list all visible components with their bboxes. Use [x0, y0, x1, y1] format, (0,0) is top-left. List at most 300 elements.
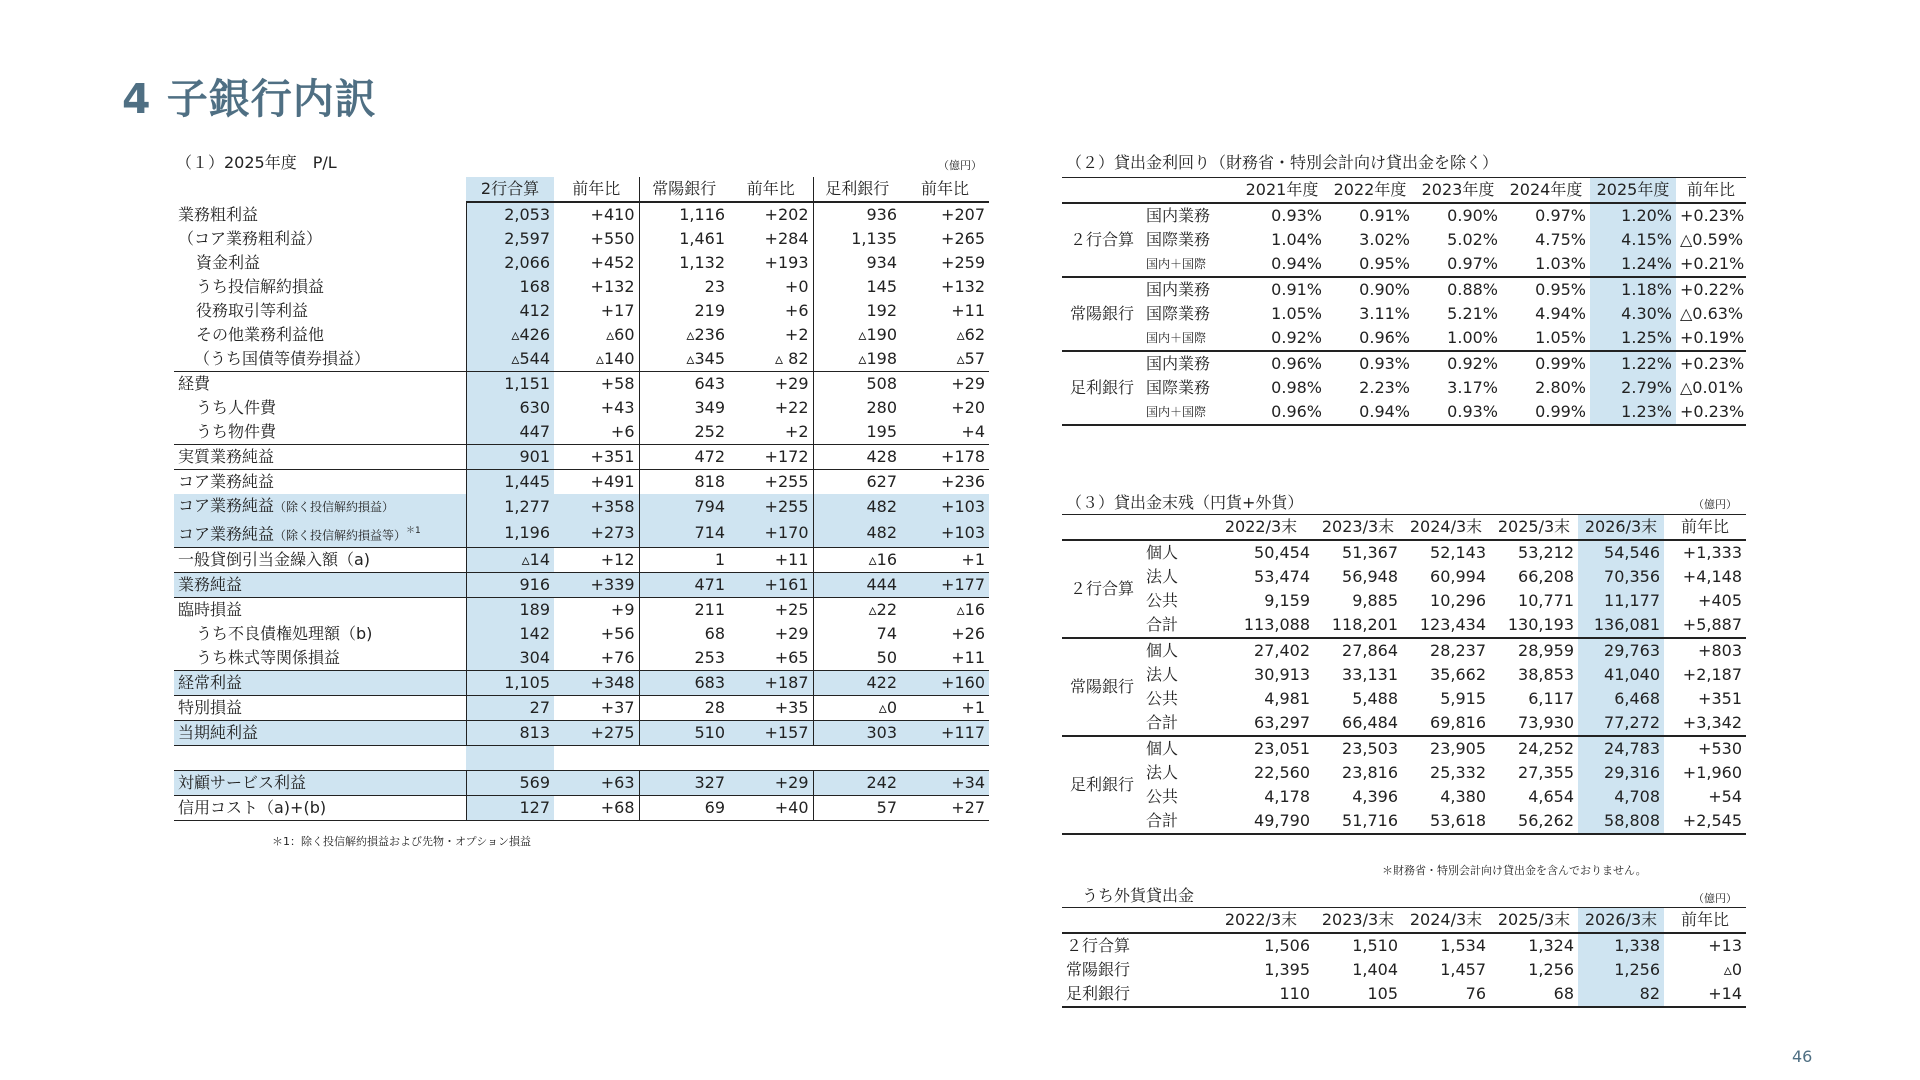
loans-cell: 27,864	[1342, 641, 1398, 660]
fx-row	[1062, 933, 1746, 958]
pl-cell: +35	[729, 696, 813, 721]
pl-cell: ▵140	[595, 349, 635, 368]
pl-cell: 813	[466, 721, 554, 746]
loans-unit: （億円）	[1693, 498, 1737, 511]
fx-cell: ▵0	[1723, 960, 1742, 979]
fx-cell: 105	[1314, 982, 1402, 1007]
pl-cell: 219	[639, 299, 729, 323]
loans-cell: 58,808	[1578, 809, 1664, 834]
yield-header-cell: 2021年度	[1238, 178, 1326, 204]
fx-row	[1062, 958, 1746, 982]
loans-cell: 33,131	[1342, 665, 1398, 684]
pl-cell: +177	[901, 573, 989, 598]
loans-cell: 27,402	[1254, 641, 1310, 660]
pl-extra-cell: +27	[901, 796, 989, 821]
pl-cell: 74	[813, 622, 901, 646]
yield-cell: 1.04%	[1271, 230, 1322, 249]
loans-cell: 4,178	[1264, 787, 1310, 806]
pl-cell: +265	[941, 229, 985, 248]
pl-row	[174, 347, 989, 372]
yield-row	[1062, 351, 1746, 376]
pl-cell: +58	[554, 372, 639, 397]
pl-row-label-text: （うち国債等債券損益）	[194, 349, 371, 368]
loans-cell: 77,272	[1578, 711, 1664, 736]
pl-cell: +43	[600, 398, 635, 417]
loans-cell: 54,546	[1578, 540, 1664, 565]
pl-row	[174, 323, 989, 347]
loans-cell: 6,468	[1578, 687, 1664, 711]
pl-extra-row	[174, 771, 989, 796]
loans-cell: 30,913	[1254, 665, 1310, 684]
yield-cell: 0.94%	[1326, 400, 1414, 425]
pl-title: （１）2025年度 P/L	[176, 153, 337, 172]
pl-cell: +275	[554, 721, 639, 746]
yield-cell: 0.96%	[1238, 400, 1326, 425]
yield-cell: 5.02%	[1447, 230, 1498, 249]
pl-row-label	[174, 646, 466, 671]
fx-cell: 1,256	[1578, 958, 1664, 982]
pl-cell: +29	[729, 372, 813, 397]
pl-cell: +157	[729, 721, 813, 746]
pl-cell: +207	[941, 205, 985, 224]
yield-cell: 0.93%	[1414, 400, 1502, 425]
yield-row	[1062, 228, 1746, 252]
pl-row-label	[174, 227, 466, 251]
loans-header-cell: 2026/3末	[1578, 515, 1664, 541]
pl-cell: +358	[554, 494, 639, 519]
pl-cell: +351	[554, 445, 639, 470]
fx-header-cell: 2024/3末	[1402, 908, 1490, 934]
fx-cell: 1,256	[1528, 960, 1574, 979]
pl-cell: +37	[554, 696, 639, 721]
pl-extra-cell: 242	[813, 771, 901, 796]
loans-cell: 53,618	[1402, 809, 1490, 834]
pl-row-label-text: 一般貸倒引当金繰入額（a)	[178, 550, 371, 570]
pl-row-label-text: 業務純益	[178, 575, 243, 595]
fx-cell: 110	[1208, 982, 1314, 1007]
pl-table	[174, 177, 989, 821]
pl-cell: 2,053	[466, 202, 554, 227]
pl-cell: +29	[774, 624, 809, 644]
pl-cell: +452	[590, 253, 635, 272]
pl-row-label-text: コア業務純益	[178, 472, 275, 491]
pl-extra-row-label: 信用コスト（a)+(b)	[174, 796, 466, 821]
yield-cell: 3.17%	[1447, 378, 1498, 397]
loans-cell: +2,545	[1664, 809, 1746, 834]
pl-row	[174, 396, 989, 420]
pl-cell: ▵190	[813, 323, 901, 347]
pl-cell: +11	[729, 548, 813, 573]
loans-header-blank	[1142, 515, 1208, 541]
loans-cell: 29,763	[1578, 638, 1664, 663]
loans-cell: 23,905	[1430, 739, 1486, 758]
yield-cell: 4.15%	[1590, 228, 1676, 252]
pl-cell: +132	[590, 277, 635, 296]
pl-extra-cell: 327	[639, 771, 729, 796]
loans-cell: 53,474	[1254, 567, 1310, 586]
fx-header-cell: 前年比	[1664, 908, 1746, 934]
loans-row	[1062, 565, 1746, 589]
loans-row-label: 合計	[1142, 613, 1208, 638]
pl-cell: 192	[813, 299, 901, 323]
pl-row-label-text: コア業務純益	[178, 496, 275, 515]
loans-cell: 66,208	[1518, 567, 1574, 586]
pl-cell: 936	[813, 202, 901, 227]
pl-cell: +26	[951, 624, 985, 644]
loans-cell: +803	[1698, 641, 1742, 660]
loans-cell: 41,040	[1578, 663, 1664, 687]
pl-cell: 1	[639, 548, 729, 573]
loans-cell: 136,081	[1578, 613, 1664, 638]
loans-cell: 9,885	[1352, 591, 1398, 610]
loans-row	[1062, 589, 1746, 613]
pl-cell: 28	[639, 696, 729, 721]
yield-header-row	[1062, 178, 1746, 204]
yield-cell: 0.96%	[1271, 354, 1322, 373]
loans-cell: 56,948	[1342, 567, 1398, 586]
pl-cell: 1,116	[639, 202, 729, 227]
yield-row	[1062, 277, 1746, 302]
pl-header-row	[174, 177, 989, 202]
pl-cell: +11	[951, 301, 985, 320]
pl-cell: 1,445	[466, 470, 554, 495]
pl-row-label	[174, 323, 466, 347]
pl-cell: +161	[729, 573, 813, 598]
yield-title: （２）貸出金利回り（財務省・特別会計向け貸出金を除く）	[1066, 153, 1499, 172]
pl-cell: +339	[554, 573, 639, 598]
loans-cell: 23,051	[1254, 739, 1310, 758]
loans-cell: 60,994	[1430, 567, 1486, 586]
yield-header-blank	[1142, 178, 1238, 204]
pl-cell: +12	[554, 548, 639, 573]
loans-cell: 38,853	[1518, 665, 1574, 684]
pl-cell: +132	[941, 277, 985, 296]
pl-cell: ▵60	[606, 325, 635, 344]
loans-cell: 28,237	[1430, 641, 1486, 660]
loans-cell: 29,316	[1578, 761, 1664, 785]
loans-cell: 10,296	[1430, 591, 1486, 610]
yield-cell: 1.23%	[1590, 400, 1676, 425]
yield-cell: 0.95%	[1535, 280, 1586, 299]
loans-note: ＊財務省・特別会計向け貸出金を含んでおりません。	[1382, 864, 1647, 877]
yield-cell: 0.91%	[1359, 206, 1410, 225]
loans-row-label: 公共	[1146, 787, 1179, 806]
pl-header-cell: 2行合算	[466, 177, 554, 202]
yield-header-cell: 2025年度	[1590, 178, 1676, 204]
pl-cell: +103	[901, 494, 989, 519]
pl-cell: 211	[639, 598, 729, 623]
fx-header-cell: 2022/3末	[1208, 908, 1314, 934]
pl-cell: ▵16	[813, 548, 901, 573]
pl-cell: 142	[466, 622, 554, 646]
yield-cell: 4.94%	[1535, 304, 1586, 323]
page-number: 46	[1792, 1047, 1813, 1066]
loans-cell: +530	[1698, 739, 1742, 758]
pl-cell: 23	[639, 275, 729, 299]
pl-cell: +187	[729, 671, 813, 696]
fx-table	[1062, 907, 1746, 1008]
pl-cell: +259	[941, 253, 985, 272]
pl-cell: +178	[901, 445, 989, 470]
pl-cell: +2	[784, 422, 809, 441]
pl-cell: 482	[813, 494, 901, 519]
yield-row-label: 国際業務	[1146, 378, 1211, 397]
pl-cell: 794	[639, 494, 729, 519]
loans-cell: 63,297	[1208, 711, 1314, 736]
pl-cell: 422	[813, 671, 901, 696]
loans-cell: 53,212	[1518, 543, 1574, 562]
pl-cell: +65	[774, 648, 809, 668]
pl-row-label-text: うち物件費	[196, 422, 277, 441]
yield-cell: 0.88%	[1447, 280, 1498, 299]
loans-header-cell: 2024/3末	[1402, 515, 1490, 541]
pl-cell: +255	[729, 494, 813, 519]
loans-header-cell: 2023/3末	[1314, 515, 1402, 541]
loans-row	[1062, 613, 1746, 638]
yield-row-label: 国内業務	[1146, 206, 1211, 225]
pl-row-label-text: 資金利益	[196, 253, 261, 272]
pl-cell: 627	[813, 470, 901, 495]
pl-cell: +348	[554, 671, 639, 696]
pl-cell: 818	[639, 470, 729, 495]
pl-row-label	[174, 251, 466, 275]
fx-cell: 1,324	[1528, 936, 1574, 955]
pl-cell: 510	[639, 721, 729, 746]
pl-row	[174, 721, 989, 746]
pl-cell: 472	[639, 445, 729, 470]
loans-row	[1062, 761, 1746, 785]
pl-row-label	[174, 671, 466, 696]
pl-cell: +4	[961, 422, 985, 441]
loans-cell: +2,187	[1682, 665, 1742, 684]
pl-row	[174, 299, 989, 323]
loans-row-label: 合計	[1142, 809, 1208, 834]
pl-cell: 934	[813, 251, 901, 275]
yield-table	[1062, 177, 1746, 426]
yield-cell: 0.93%	[1359, 354, 1410, 373]
yield-row-label: 国内＋国際	[1142, 326, 1238, 351]
pl-spacer-row	[174, 746, 989, 771]
pl-extra-cell: +34	[901, 771, 989, 796]
pl-row	[174, 573, 989, 598]
pl-cell: +273	[554, 519, 639, 548]
loans-cell: 9,159	[1264, 591, 1310, 610]
pl-cell: +160	[901, 671, 989, 696]
loans-cell: 10,771	[1518, 591, 1574, 610]
pl-extra-cell: 569	[466, 771, 554, 796]
pl-cell: ▵57	[956, 349, 985, 368]
loans-cell: +405	[1698, 591, 1742, 610]
yield-row	[1062, 203, 1746, 228]
loans-cell: +3,342	[1664, 711, 1746, 736]
pl-row	[174, 227, 989, 251]
yield-cell: 2.23%	[1359, 378, 1410, 397]
pl-cell: +255	[729, 470, 813, 495]
loans-group-label: 常陽銀行	[1062, 638, 1142, 736]
pl-cell: +6	[784, 301, 809, 320]
pl-extra-row-label: 対顧サービス利益	[174, 771, 466, 796]
pl-cell: 27	[466, 696, 554, 721]
loans-cell: 28,959	[1518, 641, 1574, 660]
loans-row	[1062, 638, 1746, 663]
fx-cell: 1,338	[1578, 933, 1664, 958]
pl-row-label-text: （コア業務粗利益）	[178, 229, 323, 248]
loans-cell: 23,816	[1342, 763, 1398, 782]
pl-row-label	[174, 721, 466, 746]
loans-row-label: 合計	[1142, 711, 1208, 736]
pl-unit: （億円）	[938, 159, 982, 172]
pl-cell: 901	[466, 445, 554, 470]
loans-header-cell: 前年比	[1664, 515, 1746, 541]
yield-cell: 0.91%	[1271, 280, 1322, 299]
yield-header-cell: 前年比	[1676, 178, 1746, 204]
loans-cell: 50,454	[1254, 543, 1310, 562]
yield-cell: △0.59%	[1680, 230, 1744, 249]
yield-row	[1062, 326, 1746, 351]
pl-cell: ▵22	[813, 598, 901, 623]
yield-header-cell: 2022年度	[1326, 178, 1414, 204]
yield-cell: +0.23%	[1676, 400, 1746, 425]
pl-row-label-text: 経費	[178, 374, 211, 393]
yield-row	[1062, 302, 1746, 326]
yield-cell: 0.92%	[1238, 326, 1326, 351]
pl-row	[174, 646, 989, 671]
pl-row-label-text: 当期純利益	[178, 723, 259, 743]
yield-row-label: 国内＋国際	[1142, 400, 1238, 425]
yield-cell: 1.05%	[1502, 326, 1590, 351]
pl-cell: 471	[639, 573, 729, 598]
loans-cell: 6,117	[1528, 689, 1574, 708]
pl-cell: ▵14	[466, 548, 554, 573]
loans-row	[1062, 687, 1746, 711]
pl-header-cell: 前年比	[901, 177, 989, 202]
pl-cell: 189	[466, 598, 554, 623]
pl-cell: +2	[784, 325, 809, 344]
yield-group-label: 足利銀行	[1062, 351, 1142, 425]
pl-row-label	[174, 519, 466, 548]
pl-spacer-cell	[466, 746, 554, 771]
fx-cell: 1,457	[1440, 960, 1486, 979]
loans-cell: 24,783	[1578, 736, 1664, 761]
yield-row-label: 国内業務	[1146, 280, 1211, 299]
pl-row-label	[174, 445, 466, 470]
pl-cell: 1,151	[466, 372, 554, 397]
pl-cell: 444	[813, 573, 901, 598]
pl-cell: +20	[951, 398, 985, 417]
pl-row-label	[174, 573, 466, 598]
pl-cell: 50	[813, 646, 901, 671]
yield-row-label: 国際業務	[1146, 230, 1211, 249]
pl-extra-cell: 127	[466, 796, 554, 821]
loans-group-label: 足利銀行	[1062, 736, 1142, 834]
fx-cell: 1,510	[1352, 936, 1398, 955]
pl-cell: +0	[784, 277, 809, 296]
pl-cell: 252	[639, 420, 729, 445]
loans-cell: +54	[1708, 787, 1742, 806]
yield-cell: 0.90%	[1359, 280, 1410, 299]
fx-header-row	[1062, 908, 1746, 934]
pl-spacer-cell	[729, 746, 813, 771]
fx-title: うち外貨貸出金	[1082, 886, 1195, 905]
loans-row-label: 法人	[1146, 567, 1179, 586]
loans-cell: 25,332	[1430, 763, 1486, 782]
loans-cell: 113,088	[1208, 613, 1314, 638]
pl-cell: ▵426	[466, 323, 554, 347]
pl-row	[174, 275, 989, 299]
yield-row-label: 国内＋国際	[1142, 252, 1238, 277]
loans-row-label: 個人	[1146, 641, 1179, 660]
fx-header-cell: 2026/3末	[1578, 908, 1664, 934]
pl-spacer-cell	[901, 746, 989, 771]
yield-cell: 1.24%	[1590, 252, 1676, 277]
pl-cell: 1,105	[466, 671, 554, 696]
pl-header-cell: 常陽銀行	[639, 177, 729, 202]
pl-cell: ▵0	[813, 696, 901, 721]
fx-row-label: 足利銀行	[1062, 982, 1208, 1007]
pl-spacer-cell	[554, 746, 639, 771]
pl-row	[174, 202, 989, 227]
loans-row	[1062, 663, 1746, 687]
yield-cell: 0.97%	[1535, 206, 1586, 225]
yield-cell: 0.99%	[1535, 354, 1586, 373]
pl-cell: 1,135	[813, 227, 901, 251]
yield-cell: 4.30%	[1590, 302, 1676, 326]
pl-cell: +550	[590, 229, 635, 248]
loans-cell: 5,915	[1440, 689, 1486, 708]
loans-cell: 123,434	[1402, 613, 1490, 638]
pl-cell: +22	[774, 398, 809, 417]
loans-row	[1062, 540, 1746, 565]
loans-cell: 22,560	[1254, 763, 1310, 782]
loans-cell: 35,662	[1430, 665, 1486, 684]
loans-header-row	[1062, 515, 1746, 541]
yield-cell: +0.23%	[1680, 354, 1745, 373]
pl-cell: 714	[639, 519, 729, 548]
yield-cell: △0.63%	[1680, 304, 1744, 323]
yield-cell: 4.75%	[1535, 230, 1586, 249]
yield-cell: 1.05%	[1271, 304, 1322, 323]
yield-cell: 1.20%	[1590, 203, 1676, 228]
pl-row-label-text: 臨時損益	[178, 600, 243, 620]
yield-group-label: ２行合算	[1062, 203, 1142, 277]
pl-row-label	[174, 548, 466, 573]
yield-cell: 0.94%	[1238, 252, 1326, 277]
fx-cell: +14	[1664, 982, 1746, 1007]
pl-header-blank	[174, 177, 466, 202]
fx-cell: +13	[1708, 936, 1742, 955]
yield-cell: 0.99%	[1502, 400, 1590, 425]
pl-row	[174, 372, 989, 397]
pl-footnote: ＊1：除く投信解約損益および先物・オプション損益	[272, 835, 532, 848]
pl-extra-cell: 69	[639, 796, 729, 821]
pl-cell: +76	[600, 648, 635, 668]
loans-header-blank	[1062, 515, 1142, 541]
pl-row-label-text: 特別損益	[178, 698, 243, 718]
pl-row-label	[174, 622, 466, 646]
pl-cell: 1,132	[639, 251, 729, 275]
loans-row-label: 公共	[1146, 689, 1179, 708]
pl-row-label	[174, 420, 466, 445]
pl-cell: +29	[901, 372, 989, 397]
pl-row-label	[174, 202, 466, 227]
pl-row-label-footnote-mark: ＊1	[406, 526, 421, 536]
pl-cell: 2,597	[466, 227, 554, 251]
pl-extra-cell: +40	[729, 796, 813, 821]
fx-header-cell: 2025/3末	[1490, 908, 1578, 934]
yield-cell: 3.11%	[1359, 304, 1410, 323]
pl-row-label-text: その他業務利益他	[196, 325, 325, 344]
pl-cell: 428	[813, 445, 901, 470]
